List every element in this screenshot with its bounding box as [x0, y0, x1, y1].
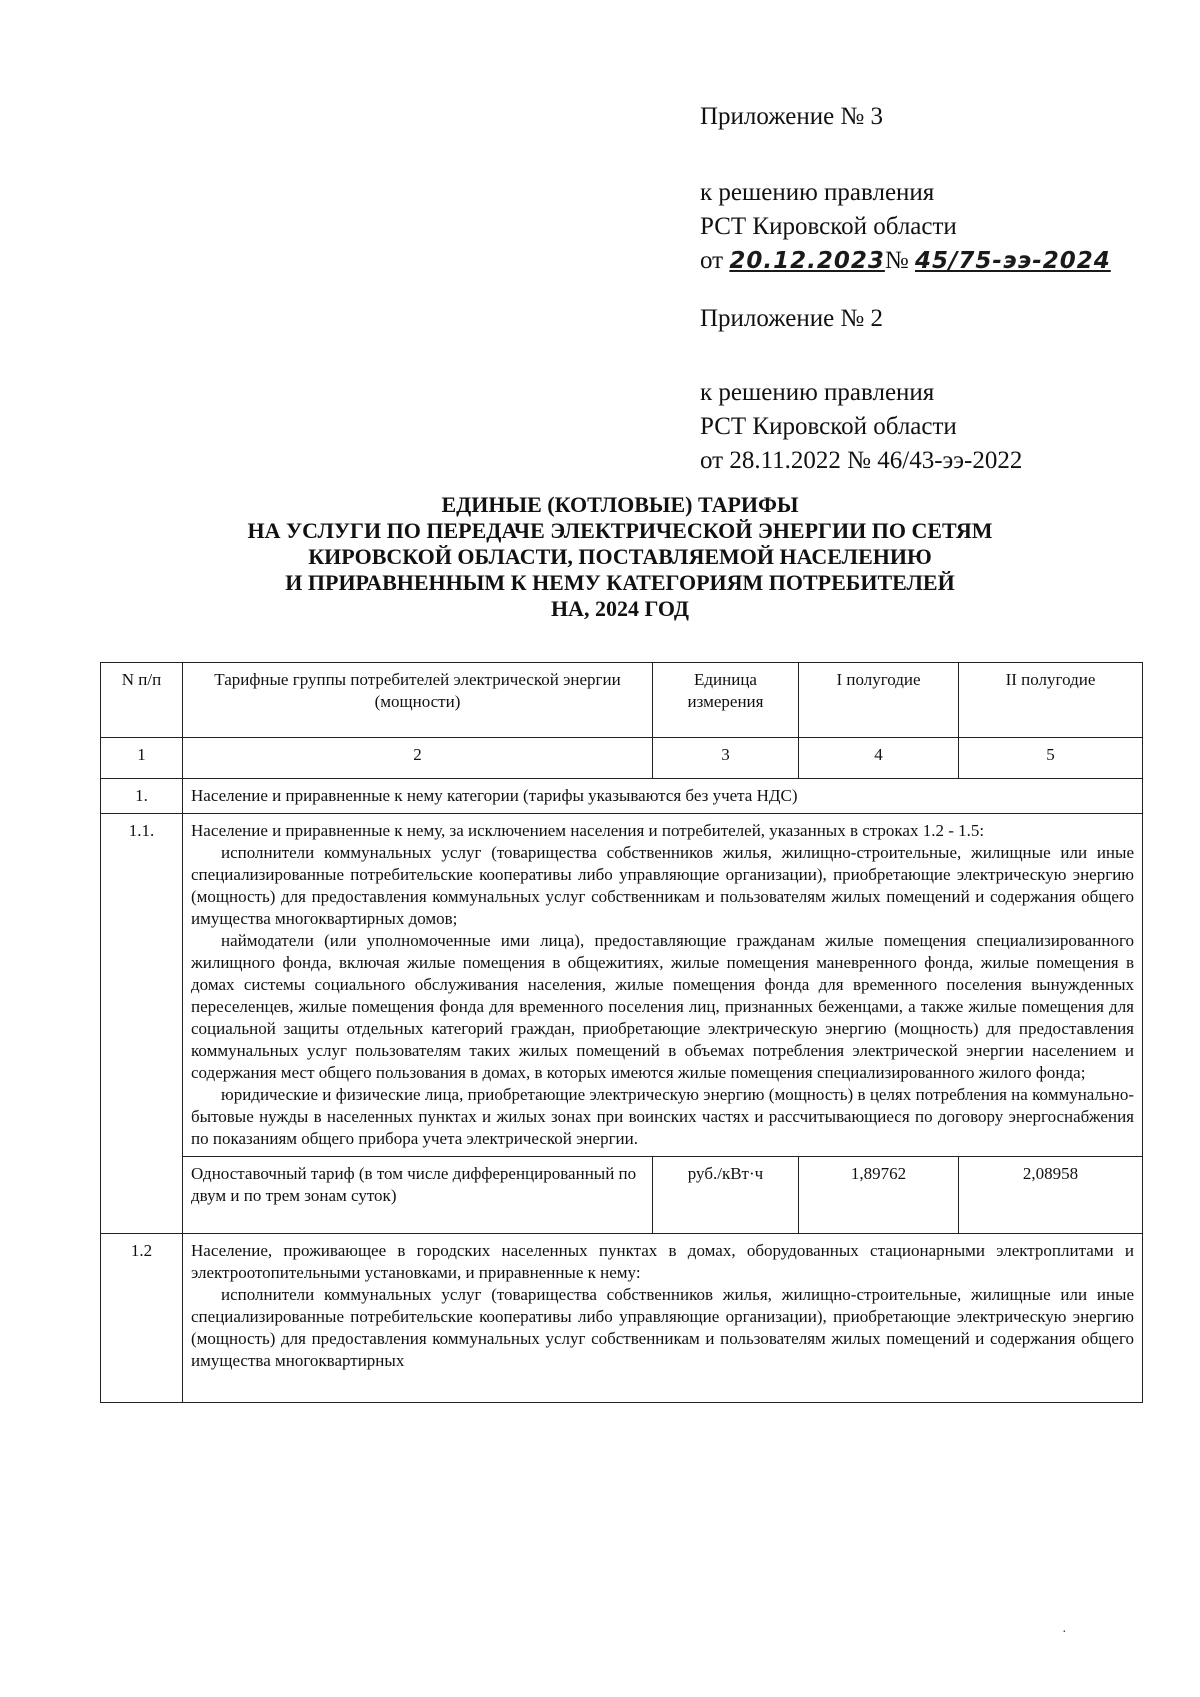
row-1-1-tariff — [101, 1157, 1143, 1234]
appendix-3-number-sign: № — [884, 247, 909, 274]
handwritten-date: 20.12.2023 — [729, 248, 885, 274]
appendix-3-line1: к решению правления — [700, 179, 935, 206]
handwritten-number: 45/75-ээ-2024 — [914, 248, 1111, 274]
column-numbers-row — [101, 738, 1143, 779]
col-number-3: 3 — [653, 738, 799, 779]
appendix-2-reference — [700, 376, 1022, 478]
header-half2: II полугодие — [959, 663, 1143, 738]
row-1-1-paragraph-2: наймодатели (или уполномоченные ими лица), предоставляющие гражданам жилые помещения специализированного жилищного фонда, включая жилые помещения в общежитиях, жилые помещения маневренного фонда, жилые помещения в домах системы социального обслуживания населения, жилые помещения фонда для временного поселения вынужденных переселенцев, жилые помещения фонда для временного поселения лиц, признанных беженцами, а также жилые помещения для социальной защиты отдельных категорий граждан, приобретающие электрическую энергию (мощность) для предоставления коммунальных услуг пользователям таких жилых помещений в объемах потребления электрической энергии населением и содержания мест общего пользования в домах, в которых имеются жилые помещения специализированного жилого фонда; — [191, 931, 1134, 1082]
title-line-2: НА УСЛУГИ ПО ПЕРЕДАЧЕ ЭЛЕКТРИЧЕСКОЙ ЭНЕРГИИ ПО СЕТЯМ — [247, 518, 993, 543]
appendix-2-line3: от 28.11.2022 № 46/43-ээ-2022 — [700, 447, 1023, 474]
row-1-2-description — [101, 1234, 1143, 1403]
appendix-3-title — [700, 100, 883, 134]
row-1-2-text-clip — [191, 1240, 1134, 1396]
appendix-2-line1: к решению правления — [700, 379, 935, 406]
appendix-3-date-line — [700, 244, 1111, 278]
row-1-2-intro: Население, проживающее в городских населенных пунктах в домах, оборудованных стационарными электроплитами и электроотопительными установками, и приравненные к нему: — [191, 1241, 1134, 1282]
row-1-1-unit: руб./кВт·ч — [653, 1157, 799, 1234]
row-1-1-num: 1.1. — [101, 814, 183, 1234]
row-1-1-half1-value: 1,89762 — [799, 1157, 959, 1234]
header-unit: Единица измерения — [653, 663, 799, 738]
row-1-1-intro: Население и приравненные к нему, за исключением населения и потребителей, указанных в строках 1.2 - 1.5: — [191, 821, 985, 840]
col-number-1: 1 — [101, 738, 183, 779]
appendix-3-title-text: Приложение № 3 — [700, 103, 884, 130]
document-title — [100, 492, 1140, 622]
appendix-2-title — [700, 302, 883, 336]
row-1-2-paragraph-1: исполнители коммунальных услуг (товарищества собственников жилья, жилищно-строительные, жилищные или иные специализированные потребительские кооперативы либо управляющие организации), приобретающие электрическую энергию (мощность) для предоставления коммунальных услуг собственникам и пользователям жилых помещений и содержания общего имущества многоквартирных — [191, 1285, 1134, 1370]
appendix-3-reference — [700, 176, 1111, 278]
row-1-1-paragraph-3: юридические и физические лица, приобретающие электрическую энергию (мощность) в целях потребления на коммунально-бытовые нужды в населенных пунктах и жилых зонах при воинских частях и рассчитывающиеся по договору энергоснабжения по показаниям общего прибора учета электрической энергии. — [191, 1085, 1134, 1148]
title-line-5: НА, 2024 ГОД — [550, 596, 690, 621]
row-1-2-text — [183, 1234, 1143, 1403]
row-1-2-num: 1.2 — [101, 1234, 183, 1403]
row-1-1-paragraph-1: исполнители коммунальных услуг (товарищества собственников жилья, жилищно-строительные, жилищные или иные специализированные потребительские кооперативы либо управляющие организации), приобретающие электрическую энергию (мощность) для предоставления коммунальных услуг собственникам и пользователям жилых помещений и содержания общего имущества многоквартирных домов; — [191, 843, 1134, 928]
title-line-4: И ПРИРАВНЕННЫМ К НЕМУ КАТЕГОРИЯМ ПОТРЕБИТЕЛЕЙ — [285, 570, 955, 595]
table-header-row — [101, 663, 1143, 738]
row-1-1-text — [183, 814, 1143, 1157]
appendix-3-prefix: от — [700, 247, 724, 274]
col-number-5: 5 — [959, 738, 1143, 779]
row-1-1-tariff-label: Одноставочный тариф (в том числе дифференцированный по двум и по трем зонам суток) — [183, 1157, 653, 1234]
row-1-1-description — [101, 814, 1143, 1157]
header-groups: Тарифные группы потребителей электрической энергии (мощности) — [183, 663, 653, 738]
scan-dot-mark: · — [1062, 1625, 1067, 1640]
tariff-table — [100, 662, 1143, 1403]
row-1-1-half2-value: 2,08958 — [959, 1157, 1143, 1234]
header-num: N п/п — [101, 663, 183, 738]
section-1-num: 1. — [101, 779, 183, 814]
title-line-3: КИРОВСКОЙ ОБЛАСТИ, ПОСТАВЛЯЕМОЙ НАСЕЛЕНИЮ — [308, 544, 932, 569]
appendix-2-line2: РСТ Кировской области — [700, 413, 957, 440]
title-line-1: ЕДИНЫЕ (КОТЛОВЫЕ) ТАРИФЫ — [441, 492, 799, 517]
section-1-text: Население и приравненные к нему категории (тарифы указываются без учета НДС) — [183, 779, 1143, 814]
section-1-row — [101, 779, 1143, 814]
col-number-2: 2 — [183, 738, 653, 779]
appendix-2-title-text: Приложение № 2 — [700, 305, 884, 332]
col-number-4: 4 — [799, 738, 959, 779]
appendix-3-line2: РСТ Кировской области — [700, 213, 957, 240]
header-half1: I полугодие — [799, 663, 959, 738]
